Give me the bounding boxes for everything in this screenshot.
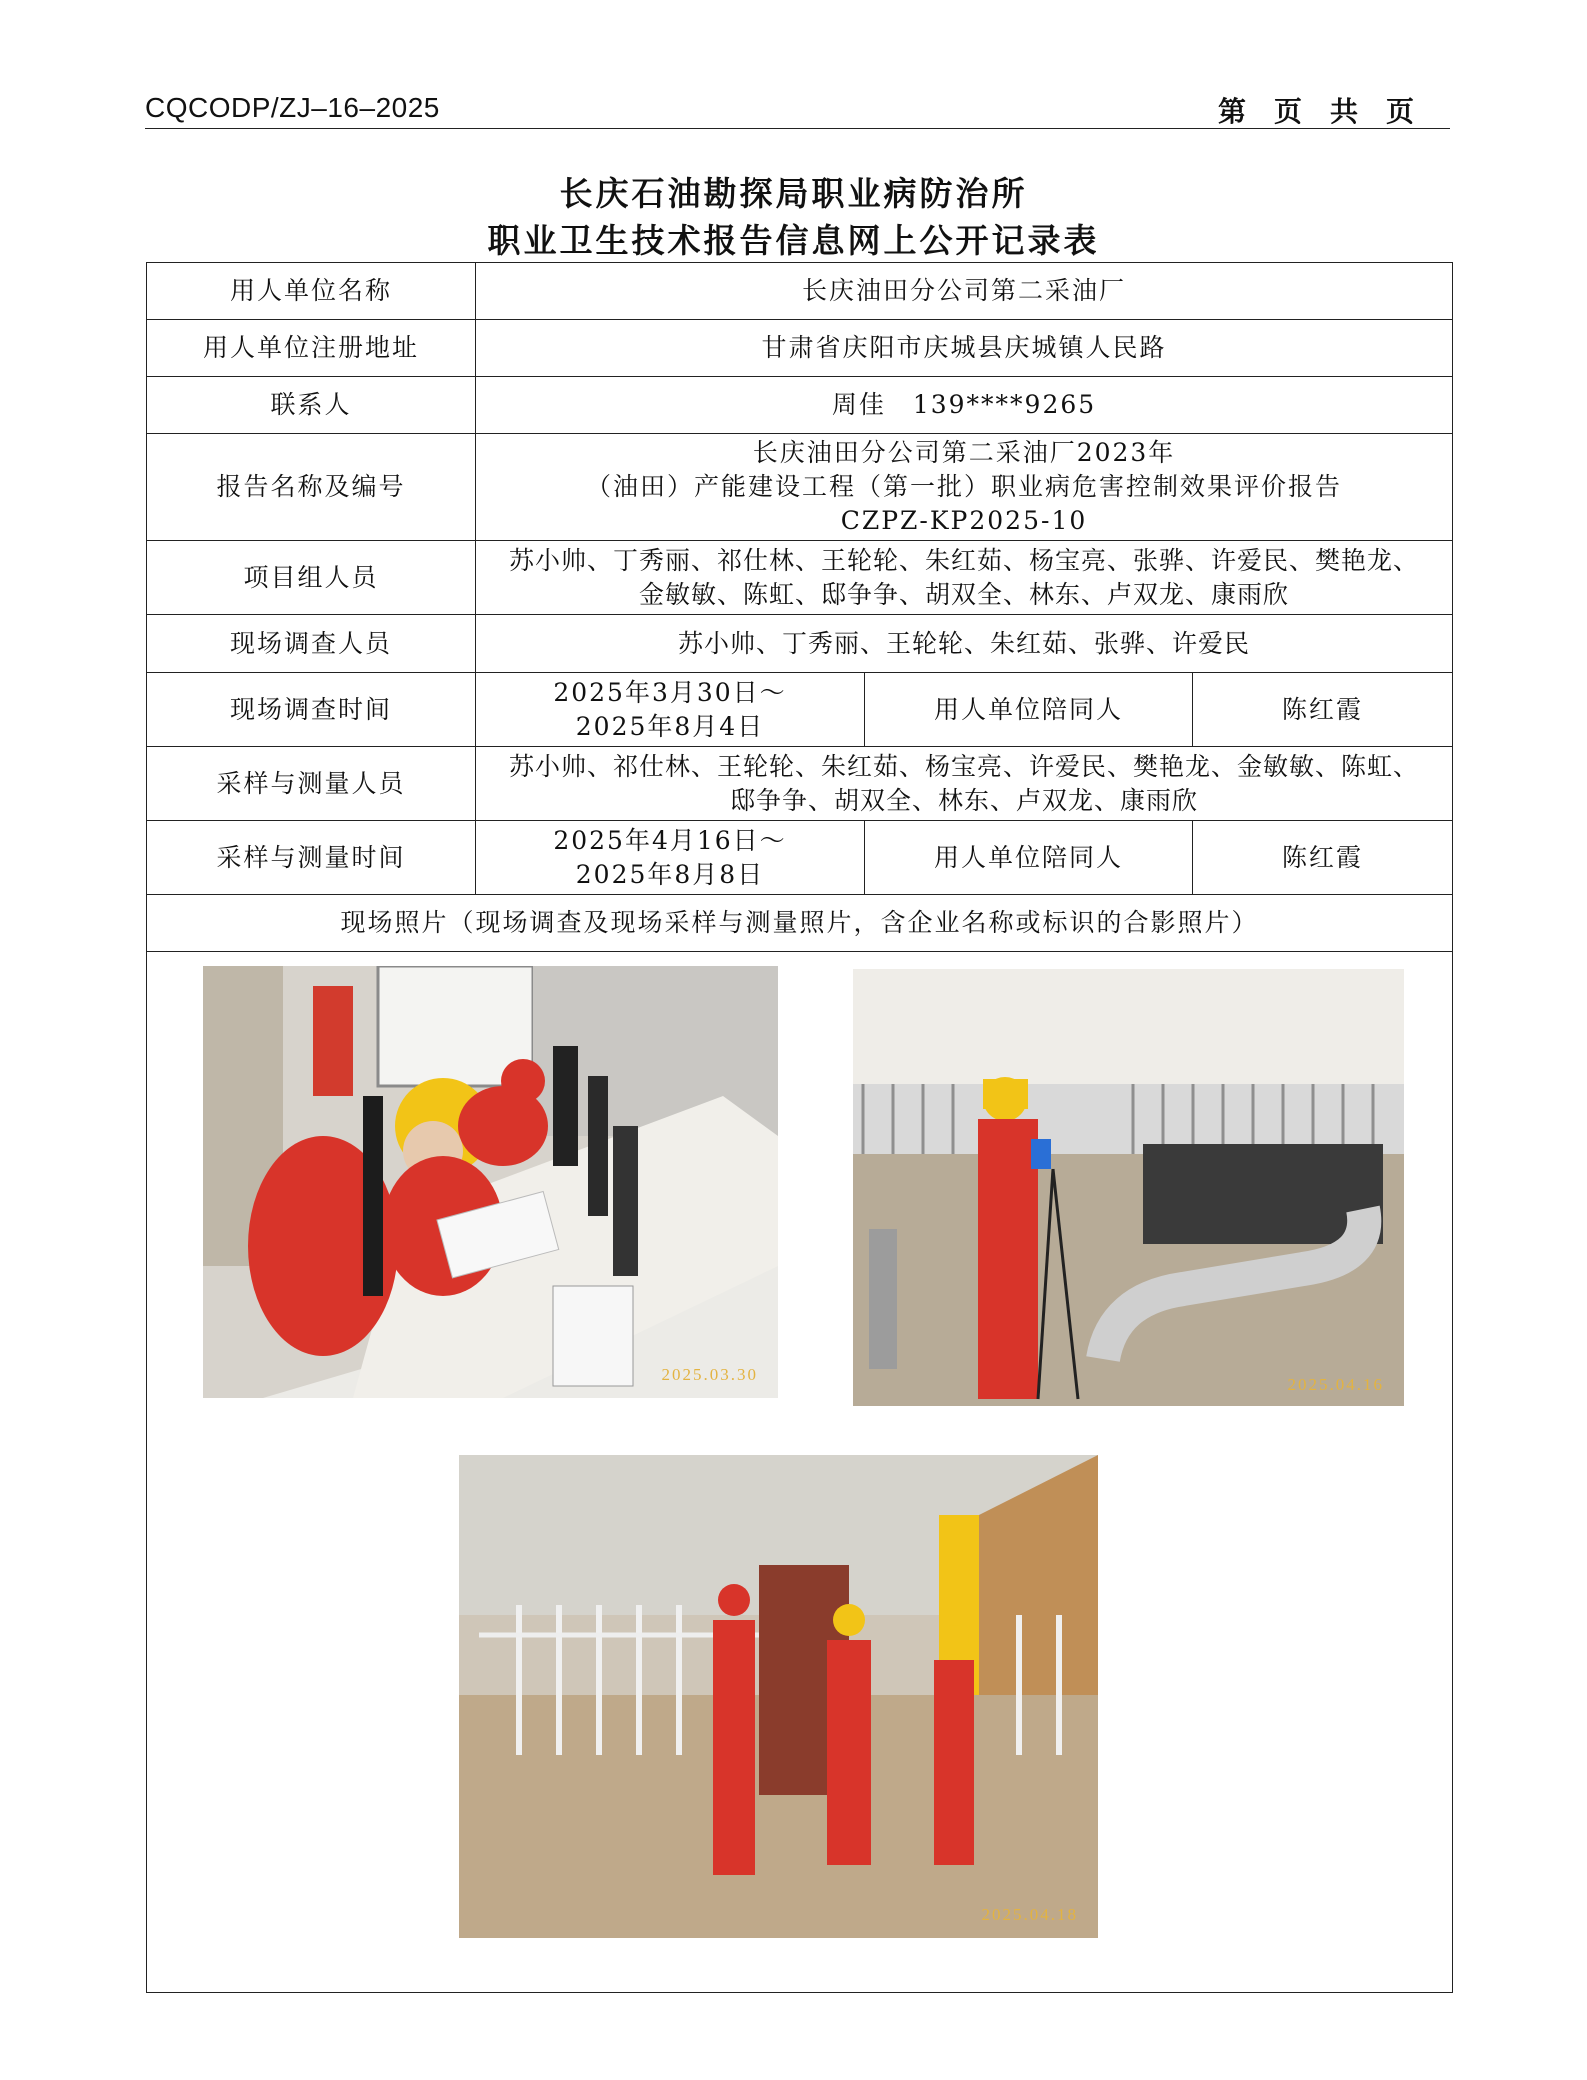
survey-companion-label: 用人单位陪同人 xyxy=(865,673,1193,747)
photo-date-stamp: 2025.04.16 xyxy=(1287,1375,1384,1394)
sampling-companion-label: 用人单位陪同人 xyxy=(865,821,1193,895)
photo-site-measurement xyxy=(853,969,1404,1406)
table-row xyxy=(147,895,1453,952)
record-table xyxy=(146,262,1453,1993)
sampling-staff-line1: 苏小帅、祁仕林、王轮轮、朱红茹、杨宝亮、许爱民、樊艳龙、金敏敏、陈虹、 xyxy=(508,751,1419,781)
employer-name-label: 用人单位名称 xyxy=(147,263,476,320)
project-team-line1: 苏小帅、丁秀丽、祁仕林、王轮轮、朱红茹、杨宝亮、张骅、许爱民、樊艳龙、 xyxy=(508,545,1419,575)
page-header xyxy=(145,88,1450,129)
table-row xyxy=(147,952,1453,1993)
photo-group-at-site xyxy=(459,1455,1098,1938)
form-title: 职业卫生技术报告信息网上公开记录表 xyxy=(487,221,1100,260)
employer-address-label: 用人单位注册地址 xyxy=(147,320,476,377)
report-name-line2: （油田）产能建设工程（第一批）职业病危害控制效果评价报告 xyxy=(585,472,1342,501)
report-label: 报告名称及编号 xyxy=(147,434,476,541)
photo-area xyxy=(147,952,1452,1987)
photos-label: 现场照片（现场调查及现场采样与测量照片，含企业名称或标识的合影照片） xyxy=(147,895,1453,952)
survey-time-label: 现场调查时间 xyxy=(147,673,476,747)
project-team-value xyxy=(476,541,1453,615)
page-count: 第页共页 xyxy=(1217,95,1442,128)
document-code: CQCODP/ZJ–16–2025 xyxy=(145,92,440,123)
sampling-staff-label: 采样与测量人员 xyxy=(147,747,476,821)
table-row xyxy=(147,747,1453,821)
site-measurement-illustration xyxy=(853,969,1404,1406)
table-row xyxy=(147,434,1453,541)
table-row xyxy=(147,541,1453,615)
sampling-time-end: 2025年8月8日 xyxy=(575,859,765,889)
report-name-line1: 长庆油田分公司第二采油厂2023年 xyxy=(752,438,1176,467)
sampling-staff-line2: 邸争争、胡双全、林东、卢双龙、康雨欣 xyxy=(729,785,1198,815)
photo-date-stamp: 2025.04.18 xyxy=(981,1905,1078,1924)
contact-label: 联系人 xyxy=(147,377,476,434)
table-row xyxy=(147,263,1453,320)
photo-date-stamp: 2025.03.30 xyxy=(661,1365,758,1384)
sampling-time-value xyxy=(476,821,865,895)
survey-companion-value: 陈红霞 xyxy=(1193,673,1453,747)
survey-staff-label: 现场调查人员 xyxy=(147,615,476,673)
survey-staff-value: 苏小帅、丁秀丽、王轮轮、朱红茹、张骅、许爱民 xyxy=(476,615,1453,673)
report-number: CZPZ-KP2025-10 xyxy=(840,506,1088,535)
employer-address-value: 甘肃省庆阳市庆城县庆城镇人民路 xyxy=(476,320,1453,377)
table-row xyxy=(147,821,1453,895)
employer-name-value: 长庆油田分公司第二采油厂 xyxy=(476,263,1453,320)
table-row xyxy=(147,377,1453,434)
report-value xyxy=(476,434,1453,541)
project-team-label: 项目组人员 xyxy=(147,541,476,615)
project-team-line2: 金敏敏、陈虹、邸争争、胡双全、林东、卢双龙、康雨欣 xyxy=(638,579,1289,609)
photos-cell xyxy=(147,952,1453,1993)
sampling-time-label: 采样与测量时间 xyxy=(147,821,476,895)
table-row xyxy=(147,673,1453,747)
photo-office-survey xyxy=(203,966,778,1398)
table-row xyxy=(147,320,1453,377)
survey-time-end: 2025年8月4日 xyxy=(575,711,765,741)
sampling-staff-value xyxy=(476,747,1453,821)
sampling-companion-value: 陈红霞 xyxy=(1193,821,1453,895)
office-survey-illustration xyxy=(203,966,778,1398)
survey-time-start: 2025年3月30日～ xyxy=(553,677,787,707)
survey-time-value xyxy=(476,673,865,747)
table-row xyxy=(147,615,1453,673)
contact-value: 周佳 139****9265 xyxy=(476,377,1453,434)
sampling-time-start: 2025年4月16日～ xyxy=(553,825,787,855)
group-photo-illustration xyxy=(459,1455,1098,1938)
institution-title: 长庆石油勘探局职业病防治所 xyxy=(559,174,1028,213)
